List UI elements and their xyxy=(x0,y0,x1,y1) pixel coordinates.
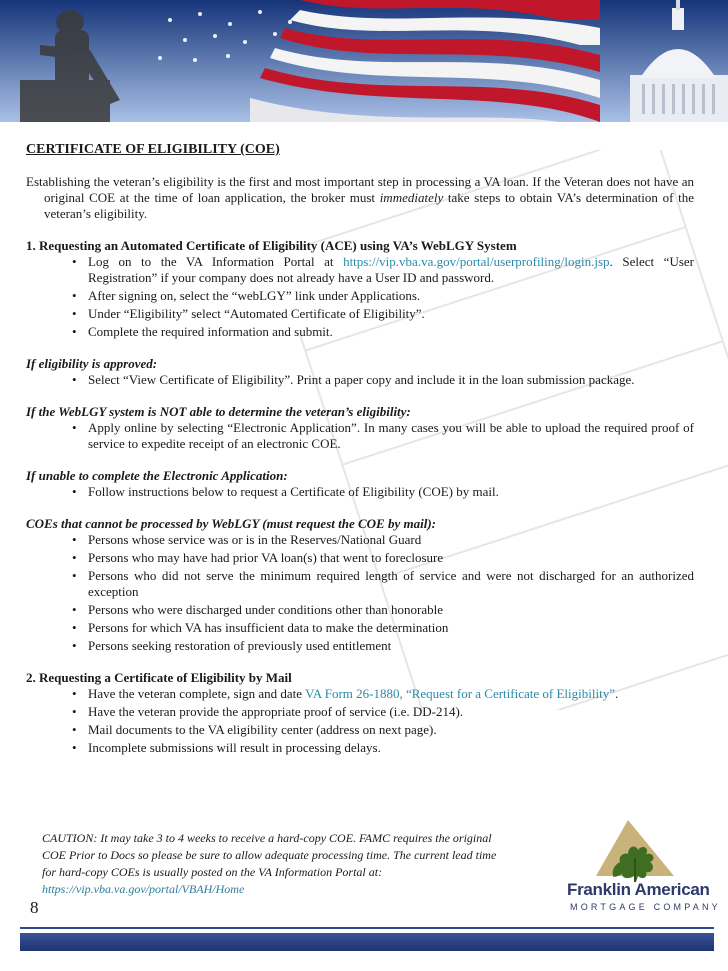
va-portal-home-link[interactable]: https://vip.vba.va.gov/portal/VBAH/Home xyxy=(42,882,245,896)
caution-line: CAUTION: It may take 3 to 4 weeks to receive a hard-copy COE. FAMC requires the original xyxy=(42,831,492,845)
list-item: • Incomplete submissions will result in processing delays. xyxy=(88,740,694,756)
not-able-title: If the WebLGY system is NOT able to determine the veteran’s eligibility: xyxy=(26,404,411,419)
not-able-list xyxy=(26,420,694,452)
list-item: • Persons whose service was or is in the Reserves/National Guard xyxy=(88,532,694,548)
list-item: • Persons seeking restoration of previously used entitlement xyxy=(88,638,694,654)
list-item: • Under “Eligibility” select “Automated Certificate of Eligibility”. xyxy=(88,306,694,322)
approved-title: If eligibility is approved: xyxy=(26,356,158,371)
list-item: • Persons for which VA has insufficient data to make the determination xyxy=(88,620,694,636)
list-item: • Have the veteran provide the appropriate proof of service (i.e. DD-214). xyxy=(88,704,694,720)
list-item-text: . Select “User Registration” if your company does not already have a User ID and password. xyxy=(88,254,694,285)
caution-line: for hard-copy COEs is usually posted on the VA Information Portal at: xyxy=(42,865,383,879)
list-item-text: Log on to the VA Information Portal at xyxy=(88,254,344,269)
logo-company-name: Franklin American xyxy=(567,880,710,899)
list-item-text: . xyxy=(614,686,619,701)
cannot-process-list xyxy=(26,532,694,654)
list-item: • Persons who did not serve the minimum required length of service and were not discharged for an authorized exception xyxy=(88,568,694,600)
intro-text: Establishing the veteran’s eligibility is the first and most important step in processing a VA loan. If the Veteran does not have an original COE at the time of loan application, the broker must xyxy=(26,174,694,205)
section-2-title: 2. Requesting a Certificate of Eligibility by Mail xyxy=(26,670,292,685)
intro-text-end: take steps to obtain VA’s determination of the veteran’s eligibility. xyxy=(44,190,694,221)
cannot-process-title: COEs that cannot be processed by WebLGY (must request the COE by mail): xyxy=(26,516,436,531)
flag-banner-art xyxy=(0,0,728,122)
section-1-list xyxy=(26,254,694,340)
caution-line: COE Prior to Docs so please be sure to allow adequate processing time. The current lead time xyxy=(42,848,497,862)
intro-emphasis: immediately xyxy=(379,190,444,205)
list-item xyxy=(88,686,694,702)
va-form-26-1880-link[interactable]: VA Form 26-1880, “Request for a Certificate of Eligibility” xyxy=(305,686,615,701)
list-item: • Complete the required information and submit. xyxy=(88,324,694,340)
list-item: • Mail documents to the VA eligibility center (address on next page). xyxy=(88,722,694,738)
page-number: 8 xyxy=(30,898,39,917)
footer-bar xyxy=(20,933,714,951)
document-body xyxy=(26,142,694,772)
approved-list xyxy=(26,372,694,388)
list-item: • Persons who may have had prior VA loan(s) that went to foreclosure xyxy=(88,550,694,566)
unable-title: If unable to complete the Electronic Application: xyxy=(26,468,288,483)
footer-divider xyxy=(20,927,714,929)
list-item: • Apply online by selecting “Electronic Application”. In many cases you will be able to upload the required proof of service to expedite receipt of an electronic COE. xyxy=(88,420,694,452)
header-banner-image xyxy=(0,0,728,122)
section-2-list xyxy=(26,686,694,756)
list-item: • Persons who were discharged under conditions other than honorable xyxy=(88,602,694,618)
list-item: • After signing on, select the “webLGY” link under Applications. xyxy=(88,288,694,304)
unable-list xyxy=(26,484,694,500)
list-item: • Select “View Certificate of Eligibility”. Print a paper copy and include it in the loan submission package. xyxy=(88,372,694,388)
logo-company-subtitle: MORTGAGE COMPANY xyxy=(570,902,721,912)
intro-paragraph xyxy=(26,174,694,222)
va-portal-login-link[interactable]: https://vip.vba.va.gov/portal/userprofiling/login.jsp xyxy=(343,254,610,269)
list-item xyxy=(88,254,694,286)
caution-note xyxy=(42,830,567,898)
list-item-text: Have the veteran complete, sign and date xyxy=(88,686,306,701)
section-1-title: 1. Requesting an Automated Certificate of Eligibility (ACE) using VA’s WebLGY System xyxy=(26,238,517,253)
list-item: • Follow instructions below to request a Certificate of Eligibility (COE) by mail. xyxy=(88,484,694,500)
page-title: CERTIFICATE OF ELIGIBILITY (COE) xyxy=(26,142,280,157)
